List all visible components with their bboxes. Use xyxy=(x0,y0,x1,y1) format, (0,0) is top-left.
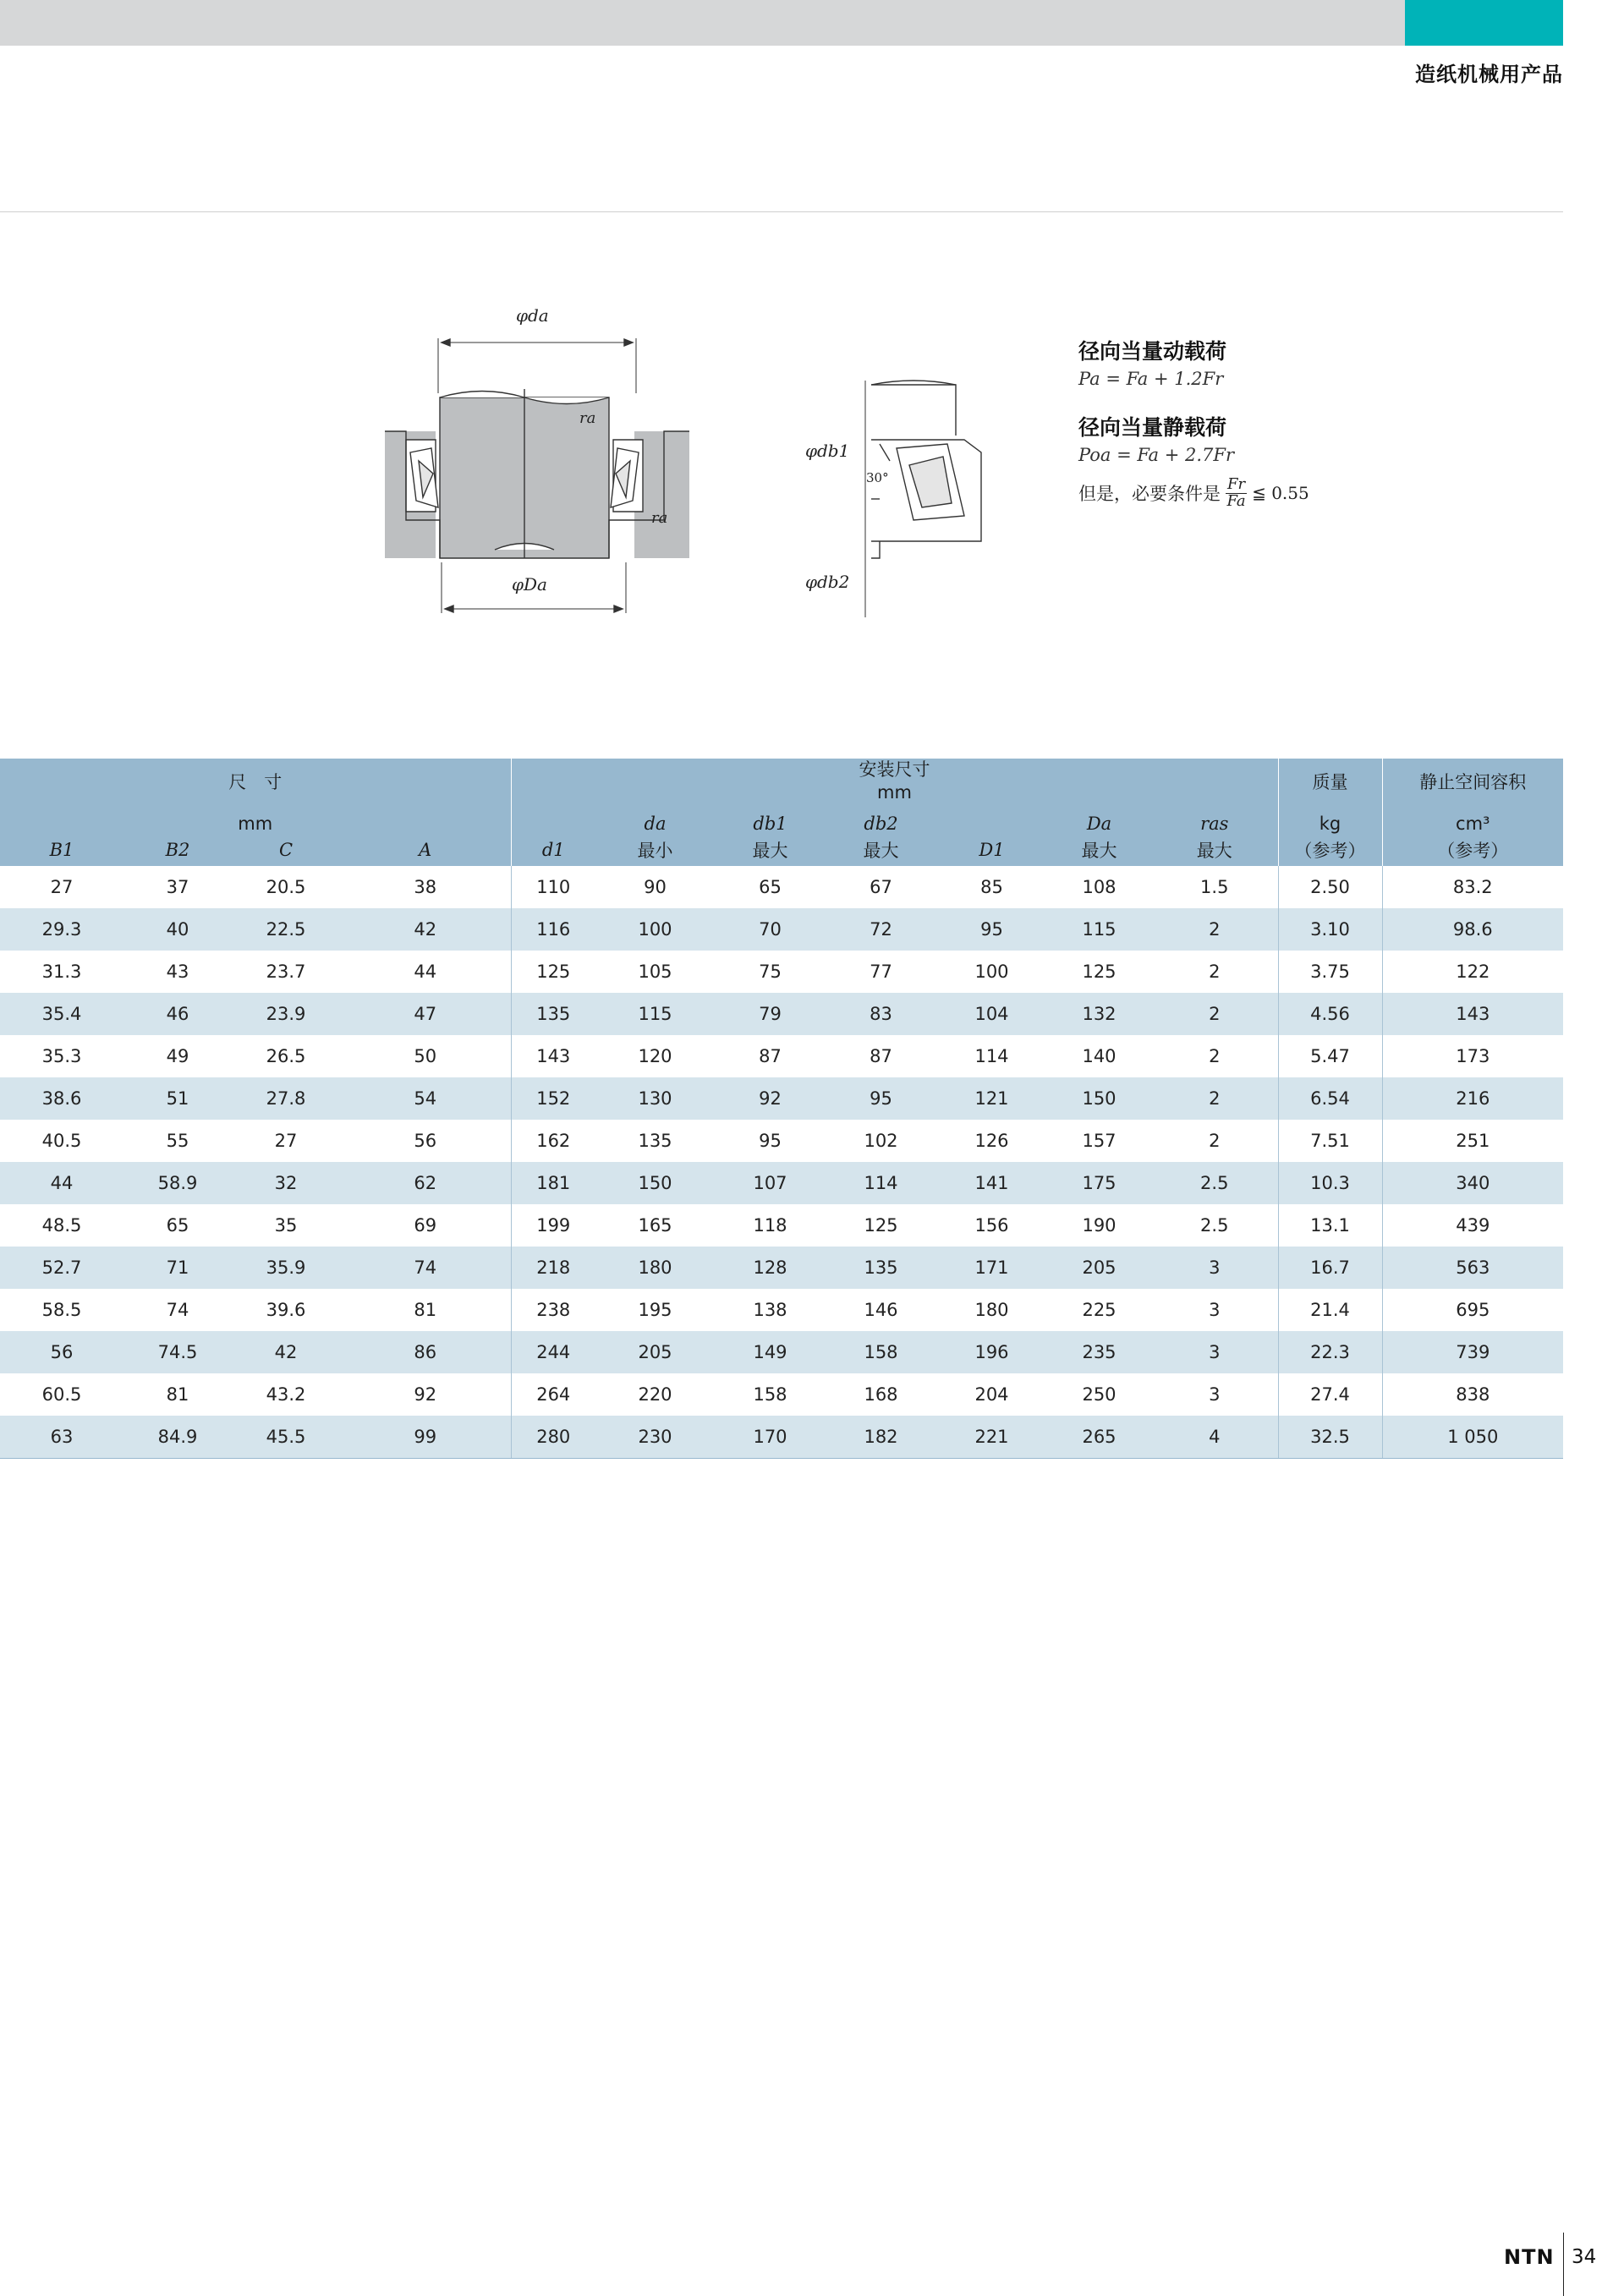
table-cell: 149 xyxy=(715,1331,826,1373)
table-cell: 196 xyxy=(936,1331,1047,1373)
static-load-title: 径向当量静载荷 xyxy=(1078,415,1227,440)
table-cell: 67 xyxy=(870,876,892,897)
table-cell: 158 xyxy=(826,1331,936,1373)
table-cell: 250 xyxy=(1082,1384,1116,1405)
table-cell: 205 xyxy=(595,1331,715,1373)
col-ras-note: 最大 xyxy=(1151,834,1278,866)
condition-value: ≦ 0.55 xyxy=(1252,483,1309,504)
table-cell: 65 xyxy=(166,1214,189,1236)
table-cell: 199 xyxy=(536,1214,571,1236)
table-cell: 39.6 xyxy=(266,1299,306,1320)
top-accent-block xyxy=(1405,0,1563,46)
table-cell: 195 xyxy=(638,1299,672,1320)
table-cell: 92 xyxy=(715,1077,826,1120)
table-cell: 32.5 xyxy=(1278,1416,1382,1459)
table-cell: 2 xyxy=(1151,993,1278,1035)
dynamic-load-title: 径向当量动载荷 xyxy=(1078,339,1227,364)
col-db2-note: 最大 xyxy=(826,834,936,866)
table-cell: 81 xyxy=(166,1384,189,1405)
condition-prefix: 但是，必要条件是 xyxy=(1078,484,1221,505)
mass-note: （参考） xyxy=(1278,834,1382,866)
table-cell: 22.5 xyxy=(232,908,340,951)
half-section-drawing xyxy=(865,381,981,617)
table-cell: 27.8 xyxy=(232,1077,340,1120)
table-cell: 130 xyxy=(595,1077,715,1120)
table-cell: 35.3 xyxy=(41,1045,82,1066)
table-cell: 60.5 xyxy=(41,1384,82,1405)
label-phi-Da: φDa xyxy=(512,574,547,595)
label-ra-bottom: ra xyxy=(651,509,668,527)
col-B1: B1 xyxy=(0,834,123,866)
table-cell: 40.5 xyxy=(41,1130,82,1151)
table-cell: 182 xyxy=(826,1416,936,1459)
table-cell: 122 xyxy=(1456,961,1490,982)
table-cell: 102 xyxy=(864,1130,898,1151)
table-cell: 42 xyxy=(340,908,511,951)
table-cell: 2 xyxy=(1151,908,1278,951)
table-cell: 125 xyxy=(864,1214,898,1236)
label-phi-db1: φdb1 xyxy=(805,441,850,461)
section-title: 造纸机械用产品 xyxy=(1415,63,1563,86)
table-row xyxy=(0,1120,1563,1162)
col-B2: B2 xyxy=(123,834,232,866)
table-cell: 695 xyxy=(1456,1299,1490,1320)
mounting-title: 安装尺寸 xyxy=(859,759,930,780)
table-cell: 79 xyxy=(715,993,826,1035)
table-cell: 244 xyxy=(511,1331,595,1373)
table-cell: 114 xyxy=(974,1045,1009,1066)
table-cell: 43 xyxy=(166,961,189,982)
table-cell: 49 xyxy=(166,1045,189,1066)
table-cell: 48.5 xyxy=(41,1214,82,1236)
table-cell: 739 xyxy=(1382,1331,1563,1373)
table-cell: 16.7 xyxy=(1278,1247,1382,1289)
col-db2: db2 xyxy=(826,805,936,834)
table-row xyxy=(0,1289,1563,1331)
table-cell: 27 xyxy=(50,876,74,897)
table-row xyxy=(0,866,1563,908)
table-cell: 52.7 xyxy=(0,1247,123,1289)
table-cell: 280 xyxy=(511,1416,595,1459)
table-cell: 35.9 xyxy=(232,1247,340,1289)
table-cell: 125 xyxy=(536,961,571,982)
table-cell: 152 xyxy=(511,1077,595,1120)
table-cell: 171 xyxy=(936,1247,1047,1289)
table-cell: 95 xyxy=(759,1130,782,1151)
table-cell: 175 xyxy=(1047,1162,1151,1204)
table-cell: 42 xyxy=(232,1331,340,1373)
table-cell: 6.54 xyxy=(1278,1077,1382,1120)
table-cell: 146 xyxy=(864,1299,898,1320)
table-cell: 70 xyxy=(715,908,826,951)
table-cell: 90 xyxy=(644,876,667,897)
table-cell: 150 xyxy=(1047,1077,1151,1120)
table-cell: 173 xyxy=(1456,1045,1490,1066)
table-row xyxy=(0,951,1563,993)
table-cell: 162 xyxy=(536,1130,571,1151)
col-da-note: 最小 xyxy=(595,834,715,866)
table-cell: 190 xyxy=(1082,1214,1116,1236)
label-angle: 30° xyxy=(866,470,889,485)
table-cell: 128 xyxy=(715,1247,826,1289)
dimension-table xyxy=(0,759,1563,1459)
table-cell: 2 xyxy=(1151,951,1278,993)
table-row xyxy=(0,1077,1563,1120)
table-body xyxy=(0,866,1563,1459)
table-cell: 58.9 xyxy=(123,1162,232,1204)
header-mass: 质量 xyxy=(1278,759,1382,805)
table-cell: 44 xyxy=(340,951,511,993)
table-cell: 2.5 xyxy=(1151,1204,1278,1247)
load-condition xyxy=(1078,477,1309,510)
table-cell: 92 xyxy=(340,1373,511,1416)
table-cell: 20.5 xyxy=(266,876,306,897)
table-row xyxy=(0,1416,1563,1459)
table-cell: 838 xyxy=(1456,1384,1490,1405)
table-cell: 38.6 xyxy=(0,1077,123,1120)
table-cell: 46 xyxy=(123,993,232,1035)
table-cell: 54 xyxy=(340,1077,511,1120)
table-cell: 110 xyxy=(536,876,571,897)
table-row xyxy=(0,1035,1563,1077)
table-cell: 74.5 xyxy=(123,1331,232,1373)
ratio-fraction xyxy=(1226,477,1247,510)
table-cell: 140 xyxy=(1082,1045,1116,1066)
table-cell: 2.50 xyxy=(1278,866,1382,908)
group-header-dimensions: 尺 寸 xyxy=(0,759,511,805)
dynamic-load-equation: Pa = Fa + 1.2Fr xyxy=(1078,369,1224,389)
table-cell: 1.5 xyxy=(1151,866,1278,908)
table-cell: 37 xyxy=(166,876,189,897)
table-cell: 71 xyxy=(123,1247,232,1289)
table-row xyxy=(0,1373,1563,1416)
label-phi-db2: φdb2 xyxy=(805,572,850,592)
table-cell: 40 xyxy=(123,908,232,951)
table-cell: 63 xyxy=(0,1416,123,1459)
table-cell: 218 xyxy=(511,1247,595,1289)
table-cell: 35 xyxy=(274,1214,298,1236)
table-cell: 204 xyxy=(974,1384,1009,1405)
table-cell: 100 xyxy=(974,961,1009,982)
table-cell: 26.5 xyxy=(266,1045,306,1066)
table-cell: 230 xyxy=(595,1416,715,1459)
table-cell: 56 xyxy=(340,1120,511,1162)
table-cell: 10.3 xyxy=(1278,1162,1382,1204)
table-cell: 35.4 xyxy=(0,993,123,1035)
table-cell: 74 xyxy=(166,1299,189,1320)
table-row xyxy=(0,1162,1563,1204)
table-cell: 265 xyxy=(1047,1416,1151,1459)
table-cell: 264 xyxy=(536,1384,571,1405)
table-cell: 150 xyxy=(595,1162,715,1204)
table-cell: 5.47 xyxy=(1278,1035,1382,1077)
table-cell: 135 xyxy=(826,1247,936,1289)
table-cell: 251 xyxy=(1456,1130,1490,1151)
table-cell: 44 xyxy=(0,1162,123,1204)
table-cell: 138 xyxy=(753,1299,787,1320)
table-cell: 1 050 xyxy=(1382,1416,1563,1459)
table-cell: 95 xyxy=(826,1077,936,1120)
table-cell: 181 xyxy=(511,1162,595,1204)
table-cell: 85 xyxy=(980,876,1003,897)
table-cell: 3.10 xyxy=(1278,908,1382,951)
table-cell: 3 xyxy=(1151,1247,1278,1289)
table-cell: 45.5 xyxy=(232,1416,340,1459)
table-cell: 120 xyxy=(638,1045,672,1066)
table-cell: 27.4 xyxy=(1278,1373,1382,1416)
table-cell: 2 xyxy=(1151,1035,1278,1077)
table-cell: 32 xyxy=(232,1162,340,1204)
table-cell: 29.3 xyxy=(0,908,123,951)
table-cell: 105 xyxy=(638,961,672,982)
table-cell: 221 xyxy=(936,1416,1047,1459)
table-cell: 170 xyxy=(715,1416,826,1459)
table-cell: 21.4 xyxy=(1278,1289,1382,1331)
col-ras: ras xyxy=(1151,805,1278,834)
table-cell: 158 xyxy=(753,1384,787,1405)
table-cell: 216 xyxy=(1382,1077,1563,1120)
table-cell: 50 xyxy=(340,1035,511,1077)
table-cell: 135 xyxy=(511,993,595,1035)
table-cell: 95 xyxy=(936,908,1047,951)
table-cell: 98.6 xyxy=(1382,908,1563,951)
table-cell: 143 xyxy=(536,1045,571,1066)
table-cell: 238 xyxy=(536,1299,571,1320)
table-cell: 38 xyxy=(340,866,511,908)
table-cell: 108 xyxy=(1082,876,1116,897)
table-cell: 13.1 xyxy=(1278,1204,1382,1247)
table-cell: 157 xyxy=(1082,1130,1116,1151)
col-Da-note: 最大 xyxy=(1047,834,1151,866)
table-cell: 2 xyxy=(1151,1077,1278,1120)
table-cell: 107 xyxy=(715,1162,826,1204)
table-cell: 3.75 xyxy=(1278,951,1382,993)
table-cell: 51 xyxy=(123,1077,232,1120)
top-bar xyxy=(0,0,1563,46)
table-cell: 115 xyxy=(1047,908,1151,951)
table-cell: 3 xyxy=(1151,1331,1278,1373)
table-cell: 235 xyxy=(1047,1331,1151,1373)
group-header-mounting xyxy=(511,759,1278,805)
table-cell: 180 xyxy=(974,1299,1009,1320)
table-cell: 72 xyxy=(826,908,936,951)
volume-unit: cm³ xyxy=(1382,805,1563,834)
table-cell: 56 xyxy=(0,1331,123,1373)
col-da: da xyxy=(595,805,715,834)
label-phi-da: φda xyxy=(516,305,549,326)
table-row xyxy=(0,1204,1563,1247)
header-divider xyxy=(0,211,1563,212)
table-row xyxy=(0,1247,1563,1289)
table-cell: 87 xyxy=(759,1045,782,1066)
table-cell: 22.3 xyxy=(1278,1331,1382,1373)
mounting-diagram xyxy=(372,304,1015,626)
table-cell: 43.2 xyxy=(266,1384,306,1405)
table-cell: 4 xyxy=(1151,1416,1278,1459)
table-cell: 439 xyxy=(1456,1214,1490,1236)
label-ra-top: ra xyxy=(579,409,596,427)
mounting-unit: mm xyxy=(877,782,912,803)
footer-divider xyxy=(1563,2233,1564,2296)
mass-unit: kg xyxy=(1278,805,1382,834)
table-cell: 47 xyxy=(340,993,511,1035)
table-cell: 3 xyxy=(1151,1373,1278,1416)
table-cell: 135 xyxy=(638,1130,672,1151)
table-cell: 2 xyxy=(1151,1120,1278,1162)
fraction-denominator: Fa xyxy=(1226,491,1246,510)
col-C: C xyxy=(232,834,340,866)
table-cell: 116 xyxy=(511,908,595,951)
table-cell: 121 xyxy=(936,1077,1047,1120)
table-row xyxy=(0,1331,1563,1373)
table-cell: 99 xyxy=(340,1416,511,1459)
table-cell: 125 xyxy=(1082,961,1116,982)
table-cell: 100 xyxy=(595,908,715,951)
table-cell: 126 xyxy=(974,1130,1009,1151)
table-cell: 205 xyxy=(1047,1247,1151,1289)
table-cell: 23.7 xyxy=(266,961,306,982)
table-cell: 84.9 xyxy=(123,1416,232,1459)
volume-note: （参考） xyxy=(1382,834,1563,866)
table-cell: 65 xyxy=(759,876,782,897)
table-cell: 3 xyxy=(1151,1289,1278,1331)
col-db1-note: 最大 xyxy=(715,834,826,866)
col-A: A xyxy=(340,834,511,866)
page-number: 34 xyxy=(1572,2246,1597,2268)
table-cell: 180 xyxy=(595,1247,715,1289)
table-cell: 141 xyxy=(936,1162,1047,1204)
table-cell: 132 xyxy=(1047,993,1151,1035)
table-cell: 81 xyxy=(340,1289,511,1331)
ntn-logo: NTN xyxy=(1504,2245,1555,2269)
table-cell: 87 xyxy=(870,1045,892,1066)
table-cell: 83.2 xyxy=(1452,876,1493,897)
dimensions-unit: mm xyxy=(0,805,511,834)
header-volume: 静止空间容积 xyxy=(1382,759,1563,805)
col-db1: db1 xyxy=(715,805,826,834)
table-cell: 31.3 xyxy=(41,961,82,982)
table-cell: 156 xyxy=(974,1214,1009,1236)
table-cell: 86 xyxy=(340,1331,511,1373)
table-cell: 165 xyxy=(638,1214,672,1236)
table-cell: 118 xyxy=(753,1214,787,1236)
table-row xyxy=(0,908,1563,951)
table-cell: 4.56 xyxy=(1278,993,1382,1035)
col-Da: Da xyxy=(1047,805,1151,834)
bearing-assembly-drawing xyxy=(385,338,689,613)
table-cell: 58.5 xyxy=(41,1299,82,1320)
table-cell: 225 xyxy=(1082,1299,1116,1320)
table-cell: 104 xyxy=(936,993,1047,1035)
table-cell: 83 xyxy=(826,993,936,1035)
table-row xyxy=(0,993,1563,1035)
fraction-numerator: Fr xyxy=(1227,475,1246,493)
table-cell: 2.5 xyxy=(1151,1162,1278,1204)
table-cell: 62 xyxy=(340,1162,511,1204)
table-cell: 69 xyxy=(340,1204,511,1247)
table-cell: 7.51 xyxy=(1278,1120,1382,1162)
col-d1: d1 xyxy=(511,834,595,866)
table-cell: 563 xyxy=(1382,1247,1563,1289)
table-cell: 168 xyxy=(864,1384,898,1405)
table-cell: 340 xyxy=(1382,1162,1563,1204)
col-D1: D1 xyxy=(936,834,1047,866)
table-cell: 27 xyxy=(274,1130,298,1151)
table-cell: 143 xyxy=(1382,993,1563,1035)
table-cell: 23.9 xyxy=(232,993,340,1035)
table-cell: 115 xyxy=(595,993,715,1035)
table-cell: 114 xyxy=(826,1162,936,1204)
table-cell: 75 xyxy=(759,961,782,982)
static-load-equation: Poa = Fa + 2.7Fr xyxy=(1078,445,1235,465)
table-cell: 55 xyxy=(166,1130,189,1151)
table-cell: 74 xyxy=(340,1247,511,1289)
table-cell: 77 xyxy=(870,961,892,982)
load-formulas xyxy=(1078,335,1309,510)
table-cell: 220 xyxy=(638,1384,672,1405)
